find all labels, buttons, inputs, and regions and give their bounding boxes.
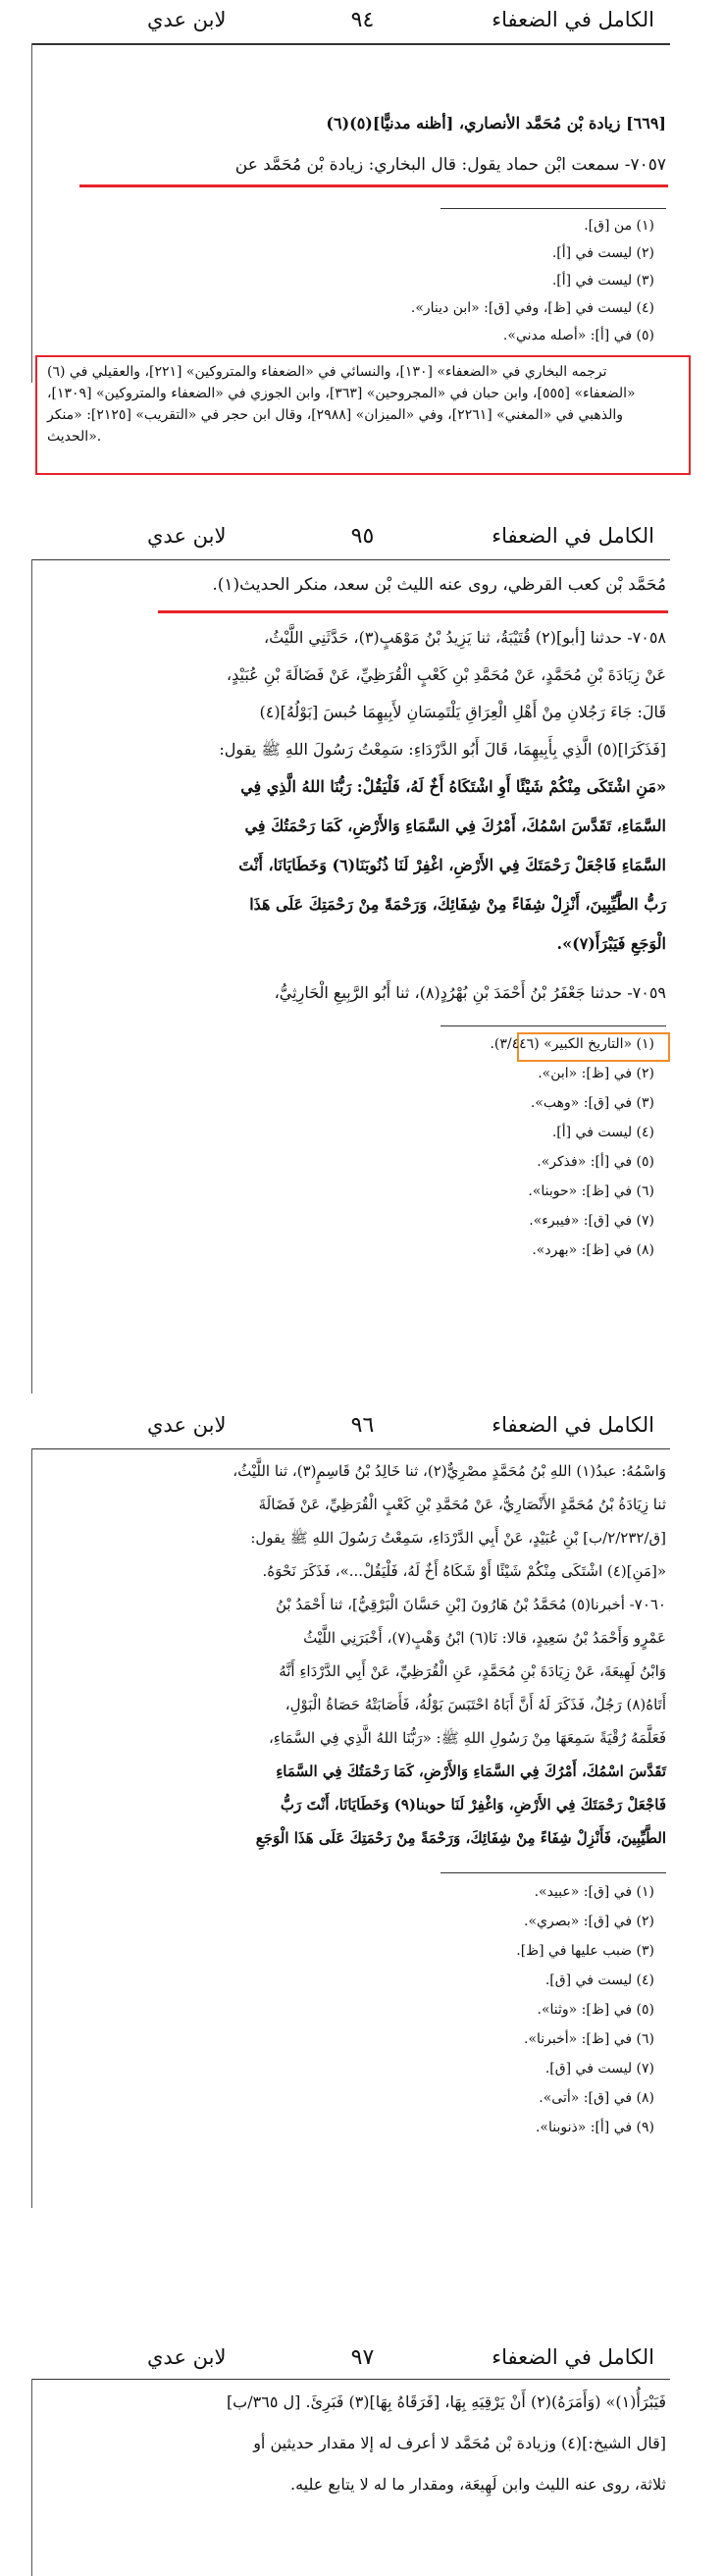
footnote: (٨) في [ظ]: «بهرد».	[532, 1242, 654, 1258]
body-line: فَاجْعَلْ رَحْمَتَكَ فِي الأَرْضِ، وَاغْفِرْ لَنَا حوبنا(٩) وَخَطَايَانَا، أَنْتَ رَبُّ	[280, 1796, 666, 1814]
body-line: ثنا زِيَادَةُ بْنُ مُحَمَّدٍ الأَنْصَارِيُّ، عَنْ مُحَمَّدِ بْنِ كَعْبٍ الْقُرَظِيِّ، عَنْ فَضَالَةَ	[258, 1496, 666, 1513]
body-line: عَمْرٍو وَأَحْمَدُ بْنُ سَعِيدٍ، قالا: نَا(٦) ابْنُ وَهْبٍ(٧)، أَخْبَرَنِي اللَّيْثُ	[303, 1629, 666, 1647]
footnote: (٦) في [ظ]: «أخبرنا».	[524, 2031, 654, 2047]
header-author: لابن عدي	[147, 2345, 227, 2369]
page-94	[0, 0, 725, 383]
header-divider	[31, 1448, 670, 1449]
header-author: لابن عدي	[147, 1413, 227, 1437]
footnote-6: (٦) ترجمه البخاري في «الضعفاء» [١٣٠]، والنسائي في «الضعفاء والمتروكين» [٢٢١]، والعقيلي في «الضعفاء» [٥٥٥]، وابن حبان في «المجروحين» [٣٦٣]، وابن الجوزي في «الضعفاء والمتروكين» [١٣٠٩]، والذهبي في «المغني» [٢٢٦١]، وفي «الميزان» [٢٩٨٨]، وقال ابن حجر في «التقريب» [٢١٢٥]: «منكر الحديث».	[47, 364, 636, 445]
page-header	[0, 520, 725, 559]
body-line: السَّمَاءِ، تَقَدَّسَ اسْمُكَ، أَمْرُكَ فِي السَّمَاءِ وَالأَرْضِ، كَمَا رَحْمَتُكَ فِي	[244, 816, 666, 835]
footnote: (١) في [ق]: «عبيد».	[534, 1884, 654, 1900]
page-header	[0, 1409, 725, 1448]
header-author: لابن عدي	[147, 8, 227, 31]
footnote: (٧) ليست في [ق].	[544, 2061, 654, 2077]
header-title: الكامل في الضعفاء	[492, 1413, 654, 1437]
page-96	[0, 1393, 725, 2208]
body-line: [فَذَكَرَا](٥) الَّذِي بِأَبِيهِمَا، قَالَ أَبُو الدَّرْدَاءِ: سَمِعْتُ رَسُولَ اللهِ ﷺ يقول:	[219, 740, 666, 759]
page-number: ٩٤	[350, 8, 375, 32]
header-title: الكامل في الضعفاء	[492, 2345, 654, 2369]
header-title: الكامل في الضعفاء	[492, 524, 654, 548]
footnote: (٥) في [أ]: «أصله مدني».	[502, 328, 654, 343]
page-header	[0, 2341, 725, 2381]
body-line: «مَنِ اشْتَكَى مِنْكُمْ شَيْئًا أَوِ اشْتَكَاهُ أَخٌ لَهُ، فَلْيَقُلْ: رَبُّنَا اللهُ الَّذِي فِي	[240, 777, 666, 796]
margin-line	[31, 2379, 32, 2576]
highlight-underline	[79, 184, 668, 187]
body-line: مُحَمَّد بْن كعب القرظي، روى عنه الليث بْن سعد، منكر الحديث(١).	[212, 575, 666, 595]
header-divider	[31, 559, 670, 560]
footnote-separator	[440, 1025, 666, 1026]
footnote: (٢) ليست في [أ].	[551, 245, 654, 261]
body-line: «[مَنِ](٤) اشْتَكَى مِنْكُمْ شَيْئًا أَوْ شَكَاهُ أَخٌ لَهُ، فَلْيَقُلْ...»، فَذَكَرَ نَحْوَهُ.	[262, 1562, 666, 1580]
footnote: (٨) في [ق]: «أتى».	[539, 2090, 654, 2106]
body-line: [ق/٢/٢٣٢/ب] بْنِ عُبَيْدٍ، عَنْ أَبِي الدَّرْدَاءِ، سَمِعْتُ رَسُولَ اللهِ ﷺ يقول:	[250, 1529, 666, 1547]
footnote: (٣) في [ق]: «وهب».	[530, 1095, 654, 1111]
page-number: ٩٧	[350, 2345, 375, 2370]
body-line: قَالَ: جَاءَ رَجُلانِ مِنْ أَهْلِ الْعِرَاقِ يَلْتَمِسَانِ لأَبِيهِمَا حُبسَ [بَوْلُهُ](٤)	[259, 703, 666, 721]
body-line: ثلاثة، روى عنه الليث وابن لَهِيعَة، ومقدار ما له لا يتابع عليه.	[289, 2475, 666, 2494]
body-line: وَاسْمُهُ: عبدُ(١) اللهِ بْنُ مُحَمَّدٍ مصْرِيٌّ(٢)، ثنا خَالِدُ بْنُ قَاسِمٍ(٣)، ثنا اللَّيْثُ،	[233, 1462, 666, 1480]
page-header	[0, 4, 725, 43]
footnote: (٢) في [ق]: «بصري».	[524, 1914, 654, 1929]
body-line: ٧٠٥٩- حدثنا جَعْفَرُ بْنُ أَحْمَدَ بْنِ بُهْرُدٍ(٨)، ثنا أَبُو الرَّبِيعِ الْحَارِثِيُّ،	[274, 983, 666, 1002]
body-line: السَّمَاءِ فَاجْعَلْ رَحْمَتَكَ فِي الأَرْضِ، اغْفِرْ لَنَا ذُنُوبَنَا(٦) وَخَطَايَانَا، أَنْتَ	[238, 856, 666, 874]
body-line: تَقَدَّسَ اسْمُكَ، أَمْرُكَ فِي السَّمَاءِ وَالأَرْضِ، كَمَا رَحْمَتُكَ فِي السَّمَاءِ	[276, 1762, 666, 1780]
footnote: (٥) في [أ]: «فذكر».	[537, 1154, 654, 1170]
header-divider	[31, 43, 670, 45]
footnote: (٦) في [ظ]: «حوبنا».	[528, 1183, 654, 1199]
header-divider	[31, 2379, 670, 2380]
page-95	[0, 491, 725, 1393]
footnote: (٣) ضبب عليها في [ظ].	[516, 1943, 654, 1959]
body-line: ٧٠٥٧- سمعت ابْن حماد يقول: قال البخاري: زيادة بْن مُحَمَّد عن	[234, 155, 666, 175]
footnote: (٩) في [أ]: «ذنوبنا».	[535, 2120, 654, 2135]
footnote: (٧) في [ق]: «فيبرء».	[529, 1213, 654, 1229]
body-line: رَبُّ الطَّيِّبِينَ، أَنْزِلْ شِفَاءً مِنْ شِفَائِكَ، وَرَحْمَةً مِنْ رَحْمَتِكَ عَلَى هَذَا	[249, 895, 666, 914]
page-97	[0, 2326, 725, 2576]
entry-heading: [٦٦٩] زيادة بْن مُحَمَّد الأنصاري، [أظنه مدنيًّا](٥)(٦)	[326, 114, 666, 132]
body-line: وَابْنُ لَهِيعَةَ، عَنْ زِيَادَةَ بْنِ مُحَمَّدٍ، عَنِ الْقُرَظِيِّ، عَنْ أَبِي الدَّرْدَاءِ أَنَّهُ	[279, 1662, 666, 1680]
body-line: الْوَجَعِ فَيَبْرَأَ(٧)».	[556, 934, 666, 953]
footnote: (٤) ليست في [ق].	[544, 1972, 654, 1988]
margin-line	[31, 1448, 32, 2208]
page-number: ٩٦	[350, 1413, 375, 1438]
footnote: (٤) ليست في [ظ]، وفي [ق]: «ابن دينار».	[410, 300, 654, 316]
page-number: ٩٥	[350, 524, 375, 549]
body-line: عَنْ زِيَادَةَ بْنِ مُحَمَّدٍ، عَنْ مُحَمَّدِ بْنِ كَعْبٍ الْقُرَظِيِّ، عَنْ فَضَالَةَ بْنِ عُبَيْدٍ،	[226, 665, 666, 684]
body-line: فَيَبْرَأُ(١)» (وَأَمَرَهُ)(٢) أَنْ يَرْقِيَهِ بِهَا، [فَرَقَاهُ بِهَا](٣) فَبَرِئَ. [ل ٣٦٥/ب]	[226, 2392, 666, 2411]
header-title: الكامل في الضعفاء	[492, 8, 654, 31]
body-line: ٧٠٥٨- حدثنا [أبو](٢) قُتَيْبَةُ، ثنا يَزِيدُ بْنُ مَوْهَبٍ(٣)، حَدَّثَنِي اللَّيْثُ،	[264, 628, 666, 647]
footnote: (١) من [ق].	[584, 218, 654, 234]
body-line: ٧٠٦٠- أخبرنا(٥) مُحَمَّدُ بْنُ هَارُونَ [بْنِ حَسَّانَ الْبَرْقِيُّ]، ثنا أَحْمَدُ بْنُ	[275, 1596, 666, 1613]
body-line: فَعَلَّمَهُ رُقْيَةً سَمِعَهَا مِنْ رَسُولِ اللهِ ﷺ: «رَبُّنَا اللهُ الَّذِي فِي السَّمَاءِ،	[268, 1729, 666, 1747]
footnote: (٢) في [ظ]: «ابن».	[538, 1066, 654, 1081]
body-line: [قال الشيخ:](٤) وزيادة بْن مُحَمَّد لا أعرف له إلا مقدار حديثين أو	[253, 2434, 666, 2452]
margin-line	[31, 559, 32, 1393]
footnote-separator	[440, 208, 666, 209]
highlight-underline	[158, 610, 668, 613]
body-line: الطَّيِّبِينَ، فَأَنْزِلْ شِفَاءً مِنْ شِفَائِكَ، وَرَحْمَةً مِنْ رَحْمَتِكَ عَلَى هَذَا الْوَجَعِ	[255, 1829, 666, 1847]
footnote: (٣) ليست في [أ].	[551, 273, 654, 289]
margin-line	[31, 43, 32, 383]
footnote: (١) «التاريخ الكبير» (٣/٤٤٦).	[490, 1036, 654, 1052]
header-author: لابن عدي	[147, 524, 227, 548]
footnote-separator	[440, 1872, 666, 1873]
footnote: (٥) في [ظ]: «وثنا».	[537, 2002, 654, 2018]
body-line: أَتَاهُ(٨) رَجُلٌ، فَذَكَرَ لَهُ أَنَّ أَبَاهُ احْتَبَسَ بَوْلُهُ، فَأَصَابَتْهُ حَصَاةُ الْبَوْلِ،	[285, 1696, 666, 1713]
footnote: (٤) ليست في [أ].	[551, 1125, 654, 1140]
